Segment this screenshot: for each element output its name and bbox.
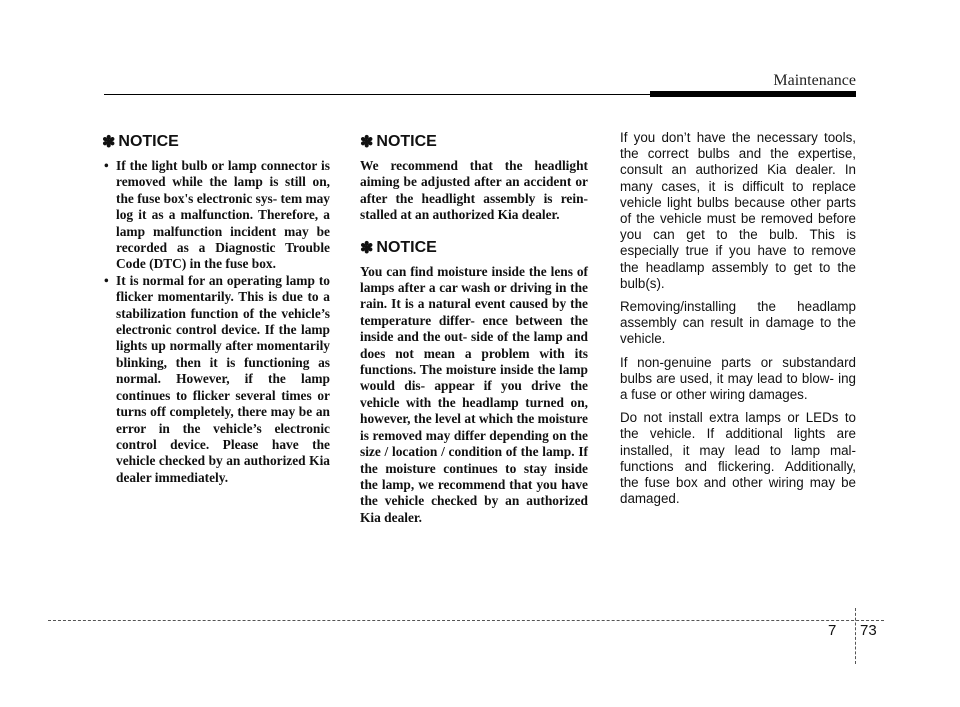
notice-heading [360, 132, 588, 152]
bullet-icon: • [104, 272, 109, 288]
chapter-number: 7 [828, 622, 837, 639]
notice-block-moisture [360, 238, 588, 527]
header-rule-thick [650, 91, 856, 97]
footer-separator [855, 608, 856, 664]
column-1 [102, 132, 330, 486]
list-item [102, 158, 330, 273]
notice-block-headlight-aiming [360, 132, 588, 224]
notice-text: We recommend that the headlight aiming be adjusted after an accident or after the headlight assembly is rein- stalled at an authorized Kia dealer. [360, 158, 588, 223]
column-2 [360, 132, 588, 540]
notice-text: You can find moisture inside the lens of lamps after a car wash or driving in the rain. It is a natural event caused by the temperature differ- ence between the inside and the out- side of the lamp and does not mean a problem with its functions. The moisture inside the lamp would dis- appear if you drive the vehicle with the headlamp turned on, however, the level at which the moisture is removed may differ depending on the size / location / condition of the lamp. If the moisture continues to stay inside the lamp, we recommend that you have the vehicle checked by an authorized Kia dealer. [360, 263, 588, 525]
notice-star-icon: ✽ [360, 134, 374, 151]
body-paragraph: If non-genuine parts or substandard bulbs are used, it may lead to blow- ing a fuse or other wiring damages. [620, 354, 856, 403]
body-paragraph: Removing/installing the headlamp assembly can result in damage to the vehicle. [620, 299, 856, 347]
footer-rule [48, 620, 884, 621]
header-rule-thin [104, 94, 652, 95]
notice-star-icon: ✽ [360, 239, 374, 257]
list-item [102, 273, 330, 486]
notice-title: NOTICE [376, 238, 437, 256]
notice-title: NOTICE [118, 133, 179, 150]
notice-star-icon: ✽ [102, 134, 116, 151]
page-number: 73 [860, 622, 877, 639]
bullet-text: If the light bulb or lamp connector is removed while the lamp is still on, the fuse box's electronic sys- tem may log it as a malfunction. Therefore, a lamp malfunction incident may be recorded as a Diagnostic Trouble Code (DTC) in the fuse box. [116, 158, 330, 272]
bullet-icon: • [104, 158, 109, 173]
column-3 [620, 130, 856, 514]
body-paragraph: Do not install extra lamps or LEDs to the vehicle. If additional lights are installed, it may lead to lamp mal- functions and flickering. Additionally, the fuse box and other wiring may be damaged. [620, 410, 856, 507]
notice-heading [360, 238, 588, 258]
notice-title: NOTICE [376, 133, 437, 150]
body-paragraph: If you don’t have the necessary tools, the correct bulbs and the expertise, consult an authorized Kia dealer. In many cases, it is difficult to replace vehicle light bulbs because other parts of the vehicle must be removed before you can get to the bulb. This is especially true if you have to remove the headlamp assembly to get to the bulb(s). [620, 130, 856, 291]
section-title: Maintenance [773, 72, 856, 89]
bullet-text: It is normal for an operating lamp to flicker momentarily. This is due to a stabilization function of the vehicle’s electronic control device. If the lamp lights up normally after momentarily blinking, then it is functioning as normal. However, if the lamp continues to flicker several times or turns off completely, there may be an error in the vehicle’s electronic control device. Please have the vehicle checked by an authorized Kia dealer immediately. [116, 272, 330, 485]
notice-heading [102, 132, 330, 152]
notice-bullet-list [102, 158, 330, 486]
